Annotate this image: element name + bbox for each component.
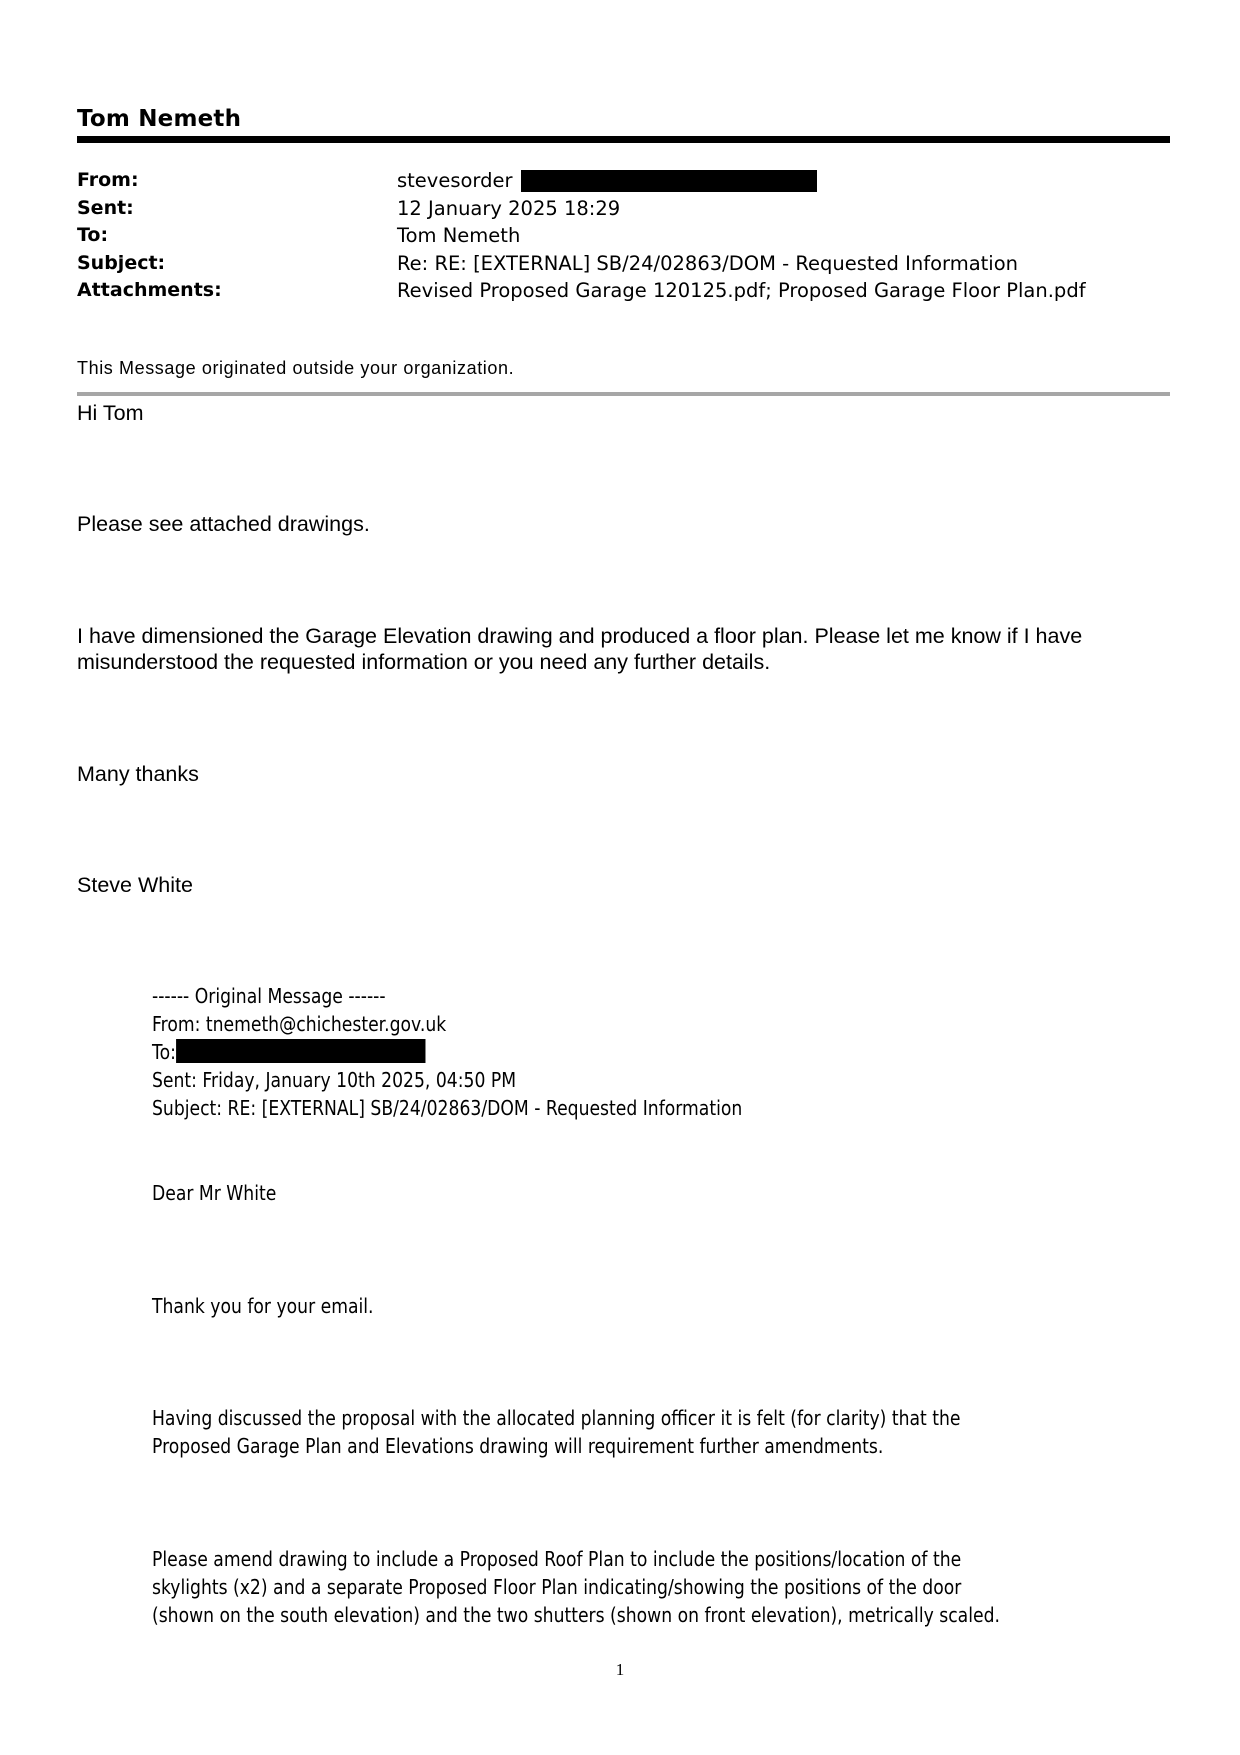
original-subject: Subject: RE: [EXTERNAL] SB/24/02863/DOM - Requested Information: [152, 1096, 743, 1120]
body-paragraph-line: misunderstood the requested information or you need any further details.: [77, 650, 771, 674]
original-paragraph-line: Having discussed the proposal with the allocated planning officer it is felt (for clarity) that the: [152, 1406, 961, 1430]
original-from: From: tnemeth@chichester.gov.uk: [152, 1012, 447, 1036]
body-greeting: Hi Tom: [77, 401, 144, 425]
original-salutation: Dear Mr White: [152, 1181, 277, 1205]
original-sent: Sent: Friday, January 10th 2025, 04:50 PM: [152, 1068, 517, 1092]
body-signature: Steve White: [77, 873, 193, 897]
subject-label: Subject:: [77, 251, 166, 274]
original-thanks: Thank you for your email.: [152, 1294, 374, 1318]
header-row-from: [77, 167, 1170, 195]
subject-value: Re: RE: [EXTERNAL] SB/24/02863/DOM - Requested Information: [397, 251, 1018, 275]
original-to-label: To:: [152, 1040, 176, 1064]
header-row-attachments: [77, 277, 1170, 305]
notice-divider: [77, 392, 1170, 396]
header-row-to: [77, 222, 1170, 250]
attachments-value: Revised Proposed Garage 120125.pdf; Proposed Garage Floor Plan.pdf: [397, 279, 1086, 302]
original-paragraph-line: Please amend drawing to include a Proposed Roof Plan to include the positions/location of the: [152, 1547, 962, 1571]
from-value: [397, 167, 817, 195]
redaction-block: [176, 1039, 425, 1063]
body-paragraph-line: I have dimensioned the Garage Elevation drawing and produced a floor plan. Please let me know if I have: [77, 624, 1083, 648]
redaction-block: [521, 170, 817, 192]
original-separator: ------ Original Message ------: [152, 984, 386, 1008]
to-label: To:: [77, 224, 109, 246]
to-value: Tom Nemeth: [397, 224, 521, 247]
header-row-subject: [77, 250, 1170, 278]
original-paragraph-line: (shown on the south elevation) and the two shutters (shown on front elevation), metrically scaled.: [152, 1603, 1000, 1627]
email-header: [77, 167, 1170, 305]
external-sender-notice: This Message originated outside your organization.: [77, 358, 515, 378]
header-row-sent: [77, 195, 1170, 223]
attachments-label: Attachments:: [77, 279, 222, 301]
page-number: 1: [615, 1660, 625, 1679]
body-line: Please see attached drawings.: [77, 512, 370, 536]
title-divider: [77, 136, 1170, 143]
page-title: Tom Nemeth: [77, 106, 242, 132]
sent-value: 12 January 2025 18:29: [397, 196, 621, 220]
sent-label: Sent:: [77, 196, 134, 219]
original-paragraph-line: skylights (x2) and a separate Proposed Floor Plan indicating/showing the positions of the door: [152, 1575, 962, 1599]
from-label: From:: [77, 169, 139, 191]
body-thanks: Many thanks: [77, 762, 199, 786]
original-paragraph-line: Proposed Garage Plan and Elevations drawing will requirement further amendments.: [152, 1434, 884, 1458]
original-to: [152, 1038, 1163, 1066]
from-sender-name: stevesorder: [397, 169, 513, 192]
